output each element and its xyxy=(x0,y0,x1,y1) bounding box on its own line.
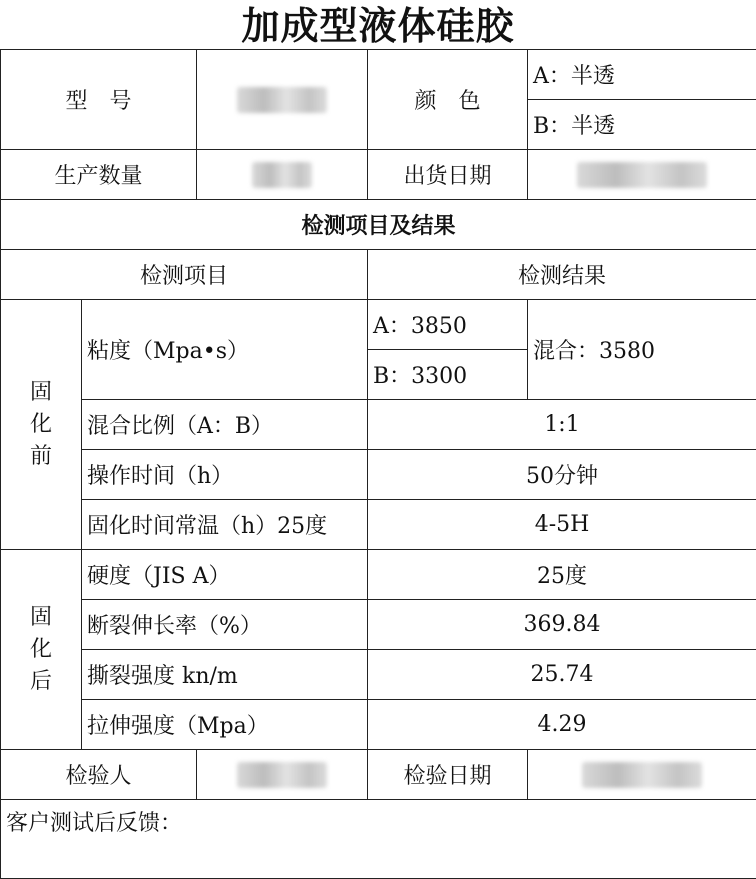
ship-date-label: 出货日期 xyxy=(368,150,528,200)
group-after-cure xyxy=(1,550,82,750)
inspector-label: 检验人 xyxy=(1,750,197,800)
tensile-strength-label: 拉伸强度（Mpa） xyxy=(82,700,368,750)
color-label: 颜 色 xyxy=(368,50,528,150)
color-b-value: B：半透 xyxy=(528,100,756,150)
mix-ratio-value: 1:1 xyxy=(368,400,756,450)
tear-strength-label: 撕裂强度 kn/m xyxy=(82,650,368,700)
inspection-date-value xyxy=(528,750,756,800)
cure-time-value: 4-5H xyxy=(368,500,756,550)
customer-feedback: 客户测试后反馈： xyxy=(1,800,756,879)
group-char: 后 xyxy=(1,666,81,698)
group-char: 固 xyxy=(1,377,81,409)
tear-strength-value: 25.74 xyxy=(368,650,756,700)
section-title: 检测项目及结果 xyxy=(1,200,756,250)
hardness-label: 硬度（JIS A） xyxy=(82,550,368,600)
inspection-table xyxy=(0,49,756,879)
group-char: 化 xyxy=(1,409,81,441)
cure-time-label: 固化时间常温（h）25度 xyxy=(82,500,368,550)
document-title: 加成型液体硅胶 xyxy=(0,0,756,50)
tensile-strength-value: 4.29 xyxy=(368,700,756,750)
viscosity-b-value: B：3300 xyxy=(368,350,528,400)
quantity-label: 生产数量 xyxy=(1,150,197,200)
inspection-date-label: 检验日期 xyxy=(368,750,528,800)
work-time-label: 操作时间（h） xyxy=(82,450,368,500)
elongation-value: 369.84 xyxy=(368,600,756,650)
work-time-value: 50分钟 xyxy=(368,450,756,500)
elongation-label: 断裂伸长率（%） xyxy=(82,600,368,650)
group-char: 前 xyxy=(1,441,81,473)
group-before-cure xyxy=(1,300,82,550)
quantity-value xyxy=(197,150,368,200)
group-char: 化 xyxy=(1,634,81,666)
viscosity-a-value: A：3850 xyxy=(368,300,528,350)
viscosity-label: 粘度（Mpa•s） xyxy=(82,300,368,400)
group-char: 固 xyxy=(1,602,81,634)
inspector-value xyxy=(197,750,368,800)
column-header-item: 检测项目 xyxy=(1,250,368,300)
viscosity-mix-value: 混合：3580 xyxy=(528,300,756,400)
ship-date-value xyxy=(528,150,756,200)
model-value xyxy=(197,50,368,150)
model-label: 型 号 xyxy=(1,50,197,150)
color-a-value: A：半透 xyxy=(528,50,756,100)
mix-ratio-label: 混合比例（A：B） xyxy=(82,400,368,450)
hardness-value: 25度 xyxy=(368,550,756,600)
column-header-result: 检测结果 xyxy=(368,250,756,300)
